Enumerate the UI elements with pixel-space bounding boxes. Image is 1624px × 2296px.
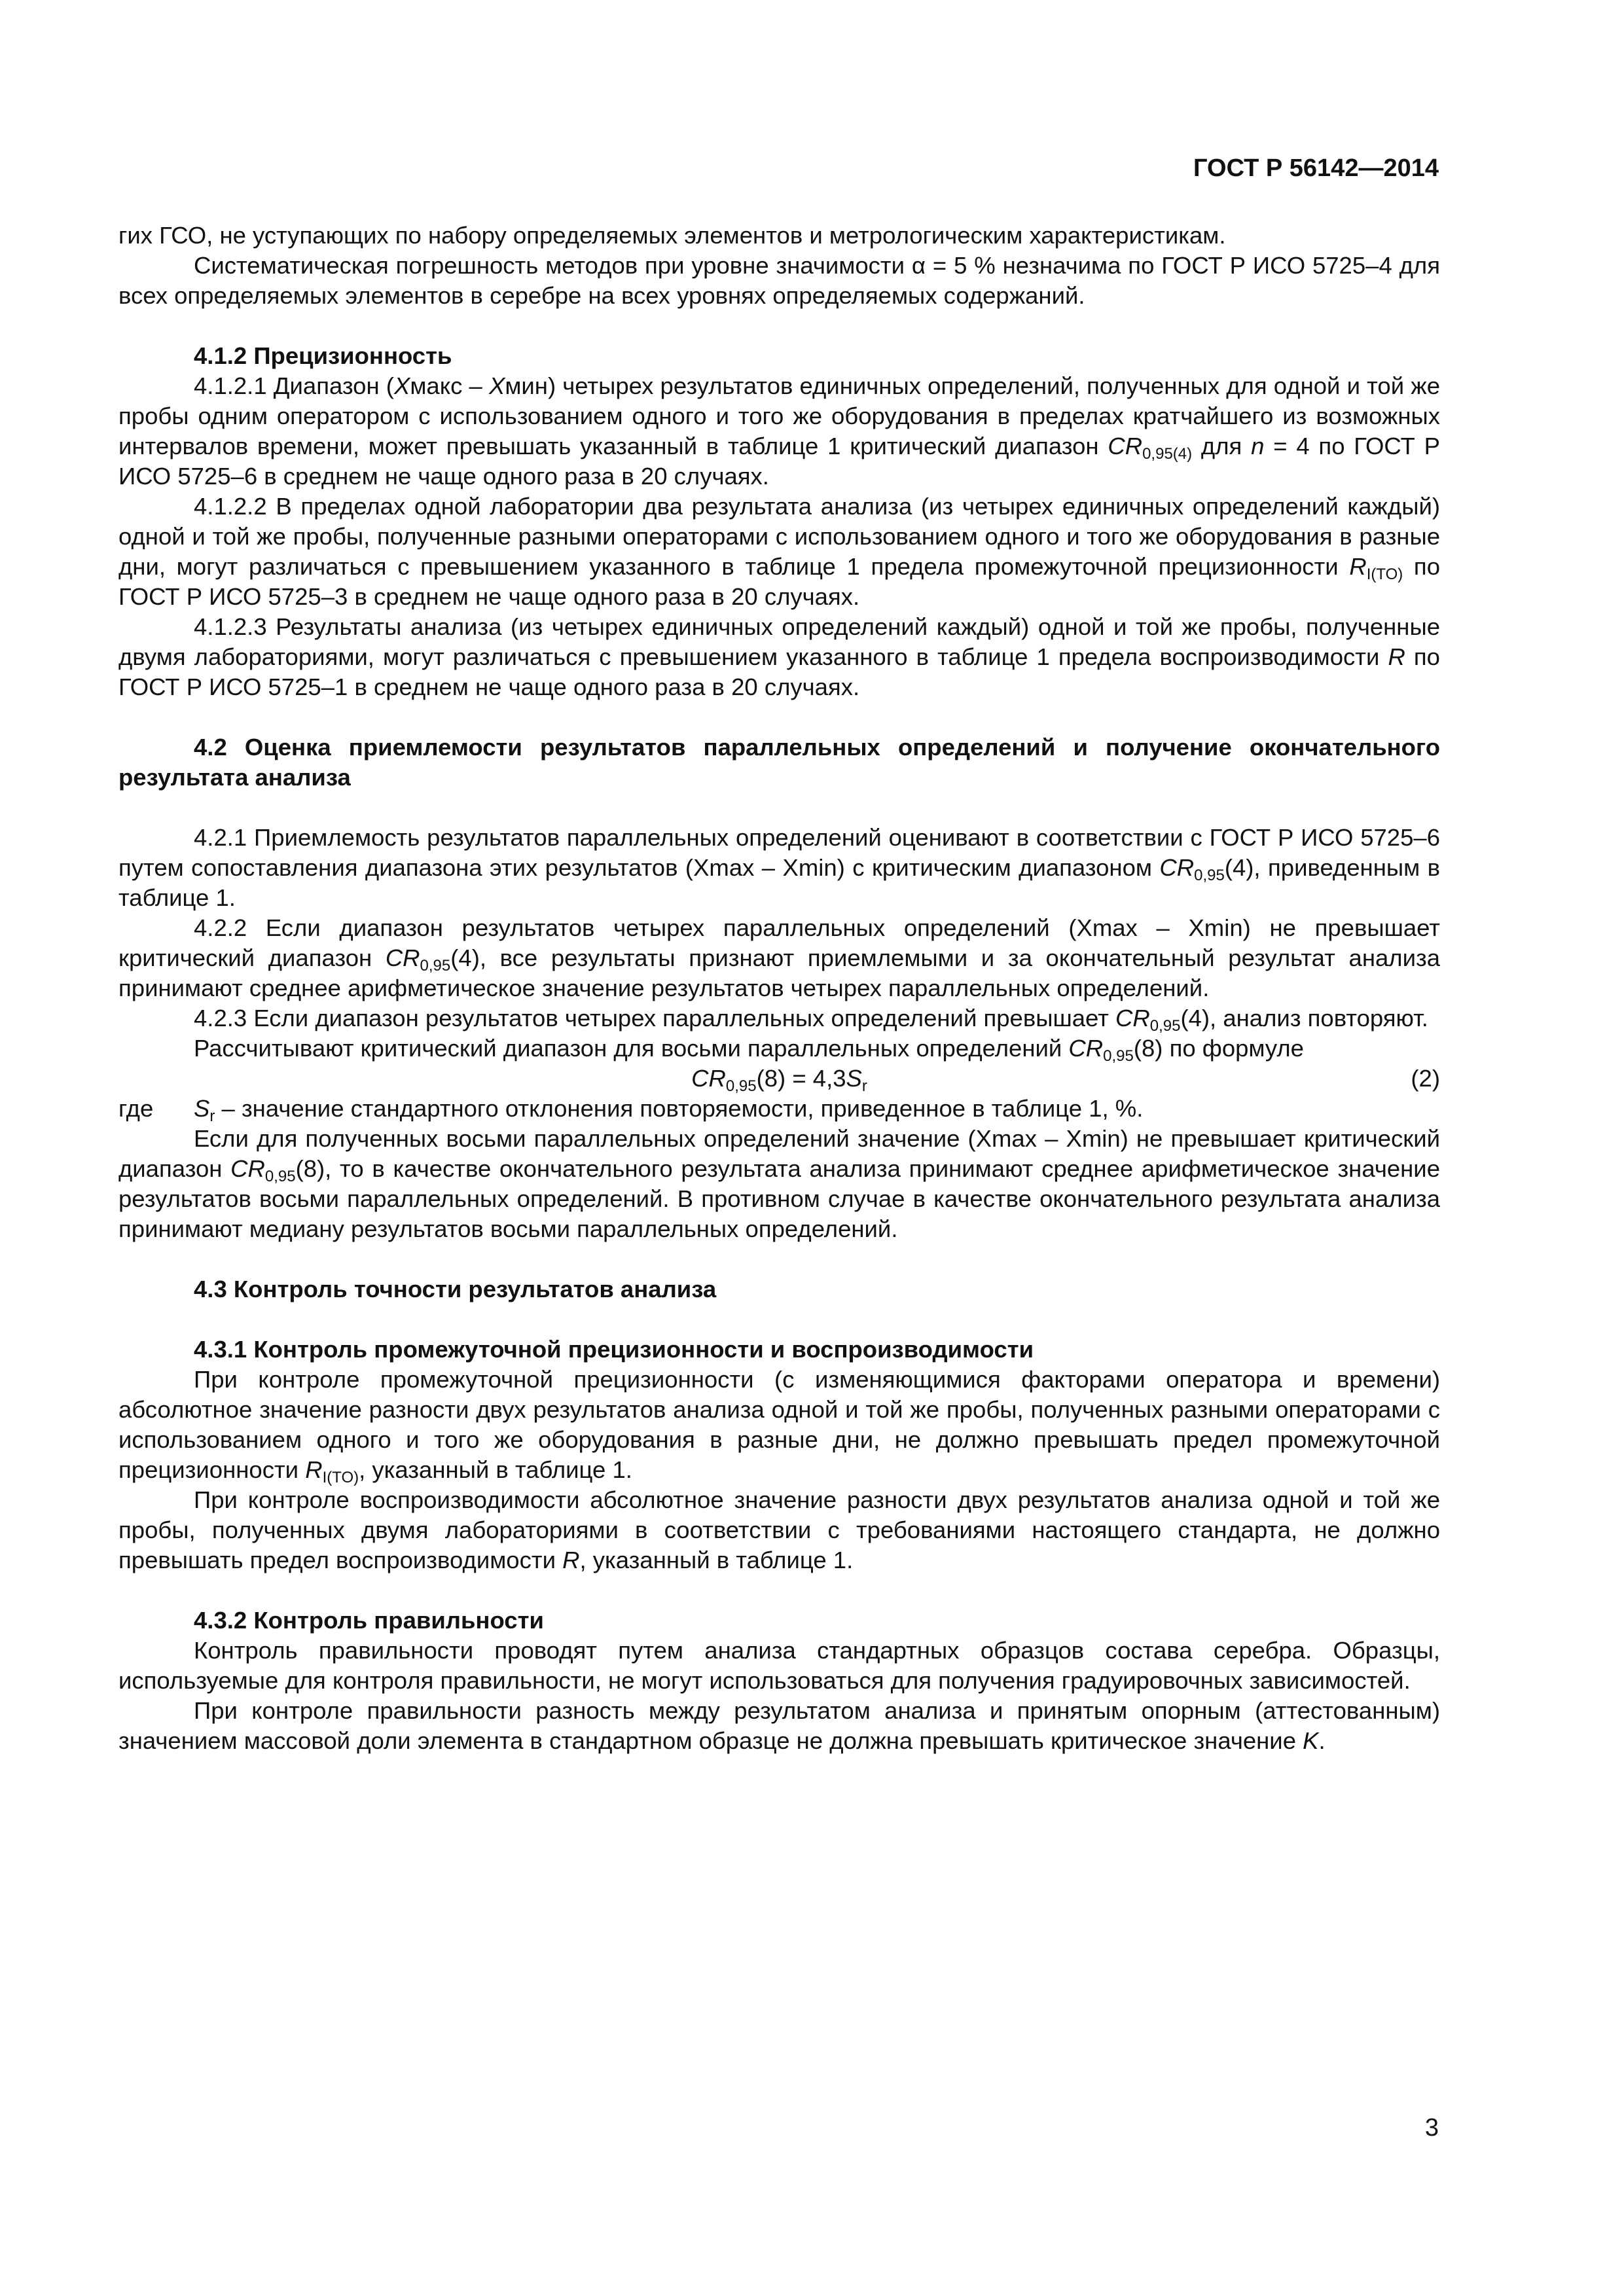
- paragraph-4-2-1: 4.2.1 Приемлемость результатов параллельных определений оценивают в соответствии с ГОСТ Р ИСО 5725–6 путем сопоставления диапазона этих результатов (Xmax – Xmin) с критическим диапазоном $CR_{0,95}(4)$, приведенным в таблице 1.: [118, 824, 1440, 911]
- paragraph-4-2-3: 4.2.3 Если диапазон результатов четырех параллельных определений превышает $CR_{0,95}(4)$, анализ повторяют.: [194, 1005, 1428, 1035]
- formula-2: [118, 1064, 1440, 1094]
- paragraph-4-3-2-critical-value: При контроле правильности разность между результатом анализа и принятым опорным (аттестованным) значением массовой доли элемента в стандартном образце не должна превышать критическое значение K.: [118, 1697, 1440, 1754]
- paragraph-eight-determinations: Если для полученных восьми параллельных определений значение (Xmax – Xmin) не превышает критический диапазон $CR_{0,95}(8)$, то в качестве окончательного результата анализа принимают среднее арифметическое значение результатов восьми параллельных определений. В противном случае в качестве окончательного результата анализа принимают медиану результатов восьми параллельных определений.: [118, 1125, 1440, 1242]
- page-number: 3: [1424, 2114, 1439, 2142]
- paragraph-systematic-error: Систематическая погрешность методов при уровне значимости α = 5 % незначима по ГОСТ Р ИСО 5725–4 для всех определяемых элементов в серебре на всех уровнях определяемых содержаний.: [118, 252, 1440, 309]
- formula-number: (2): [1411, 1065, 1440, 1092]
- paragraph-4-2-2: 4.2.2 Если диапазон результатов четырех параллельных определений (Xmax – Xmin) не превышает критический диапазон $CR_{0,95}(4)$, все результаты признают приемлемыми и за окончательный результат анализа принимают среднее арифметическое значение результатов четырех параллельных определений.: [118, 914, 1440, 1001]
- paragraph-intro-continuation: гих ГСО, не уступающих по набору определяемых элементов и метрологическим характеристикам.: [118, 222, 1226, 249]
- heading-4-3-1: 4.3.1 Контроль промежуточной прецизионности и воспроизводимости: [194, 1336, 1034, 1363]
- paragraph-4-1-2-2: 4.1.2.2 В пределах одной лаборатории два результата анализа (из четырех единичных определений каждый) одной и той же пробы, полученные разными операторами с использованием одного и того же оборудования в разные дни, могут различаться с превышением указанного в таблице 1 предела промежуточной прецизионности $R_{I(TO)}$ по ГОСТ Р ИСО 5725–3 в среднем не чаще одного раза в 20 случаях.: [118, 493, 1440, 610]
- formula-expression: $CR_{0,95}(8) = 4,3S_r$: [691, 1065, 867, 1095]
- paragraph-4-1-2-1: 4.1.2.1 Диапазон (Хмакс – Хмин) четырех результатов единичных определений, полученных для одной и той же пробы одним оператором с использованием одного и того же оборудования в пределах кратчайшего из возможных интервалов времени, может превышать указанный в таблице 1 критический диапазон $CR_{0,95(4)}$ для n = 4 по ГОСТ Р ИСО 5725–6 в среднем не чаще одного раза в 20 случаях.: [118, 372, 1441, 490]
- heading-4-3: 4.3 Контроль точности результатов анализа: [194, 1276, 717, 1302]
- paragraph-4-3-2-trueness: Контроль правильности проводят путем анализа стандартных образцов состава серебра. Образцы, используемые для контроля правильности, не могут использоваться для получения градуировочных зависимостей.: [118, 1637, 1440, 1694]
- paragraph-4-1-2-3: 4.1.2.3 Результаты анализа (из четырех единичных определений каждый) одной и той же пробы, полученные двумя лабораториями, могут различаться с превышением указанного в таблице 1 предела воспроизводимости R по ГОСТ Р ИСО 5725–1 в среднем не чаще одного раза в 20 случаях.: [118, 613, 1440, 700]
- paragraph-4-3-1-intermediate: При контроле промежуточной прецизионности (с изменяющимися факторами оператора и времени) абсолютное значение разности двух результатов анализа одной и той же пробы, полученных разными операторами с использованием одного и того же оборудования в разные дни, не должно превышать предел промежуточной прецизионности $R_{I(TO)}$, указанный в таблице 1.: [118, 1366, 1440, 1486]
- standard-header: ГОСТ Р 56142—2014: [1193, 154, 1439, 182]
- heading-4-2: 4.2 Оценка приемлемости результатов параллельных определений и получение окончательного результата анализа: [118, 734, 1440, 791]
- heading-4-3-2: 4.3.2 Контроль правильности: [194, 1607, 544, 1634]
- paragraph-4-3-1-reproducibility: При контроле воспроизводимости абсолютное значение разности двух результатов анализа одной и той же пробы, полученных двумя лабораториями в соответствии с требованиями настоящего стандарта, не должно превышать предел воспроизводимости R, указанный в таблице 1.: [118, 1486, 1440, 1573]
- paragraph-calculation: Рассчитывают критический диапазон для восьми параллельных определений $CR_{0,95}(8)$ по формуле: [194, 1035, 1304, 1065]
- formula-where-clause: где $S_r$ – значение стандартного отклонения повторяемости, приведенное в таблице 1, %.: [118, 1095, 1144, 1125]
- document-body: [118, 221, 1440, 1756]
- heading-4-1-2: 4.1.2 Прецизионность: [194, 342, 452, 369]
